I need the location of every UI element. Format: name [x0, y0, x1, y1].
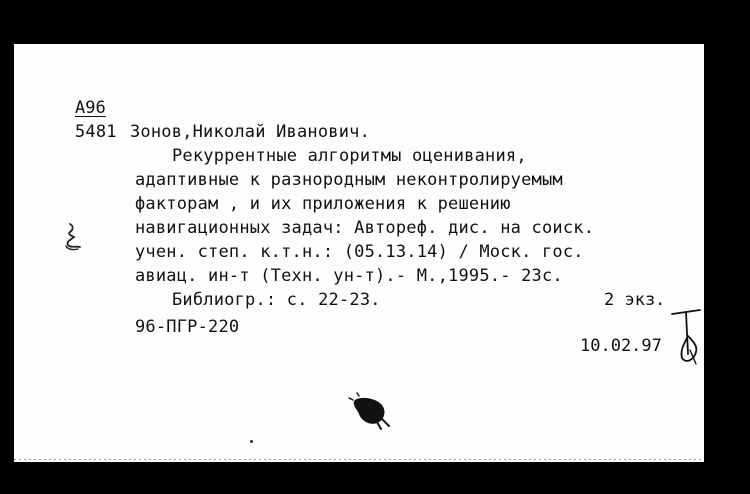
- stray-dot: [250, 440, 253, 443]
- entry-date: 10.02.97: [580, 336, 662, 356]
- card-number: 5481: [75, 122, 117, 142]
- signature-scribble-icon: [666, 306, 704, 366]
- registration-code: 96-ПГР-220: [135, 317, 240, 337]
- shelfmark: А96: [75, 98, 106, 118]
- handwritten-mark-icon: [58, 220, 92, 254]
- scan-artifact-line: [14, 459, 704, 460]
- catalog-card: [14, 44, 704, 462]
- author-name: Зонов,Николай Иванович.: [130, 122, 371, 142]
- title-line-5: учен. степ. к.т.н.: (05.13.14) / Моск. гос.: [135, 242, 584, 262]
- ink-blot-icon: [347, 392, 397, 432]
- title-line-4: навигационных задач: Автореф. дис. на соиск.: [135, 218, 595, 238]
- copies-count: 2 экз.: [604, 290, 666, 310]
- title-line-6: авиац. ин-т (Техн. ун-т).- М.,1995.- 23с.: [135, 266, 563, 286]
- title-line-1: Рекуррентные алгоритмы оценивания,: [172, 146, 527, 166]
- bibliography-note: Библиогр.: с. 22-23.: [172, 290, 381, 310]
- title-line-2: адаптивные к разнородным неконтролируемым: [135, 170, 563, 190]
- title-line-3: факторам , и их приложения к решению: [135, 194, 511, 214]
